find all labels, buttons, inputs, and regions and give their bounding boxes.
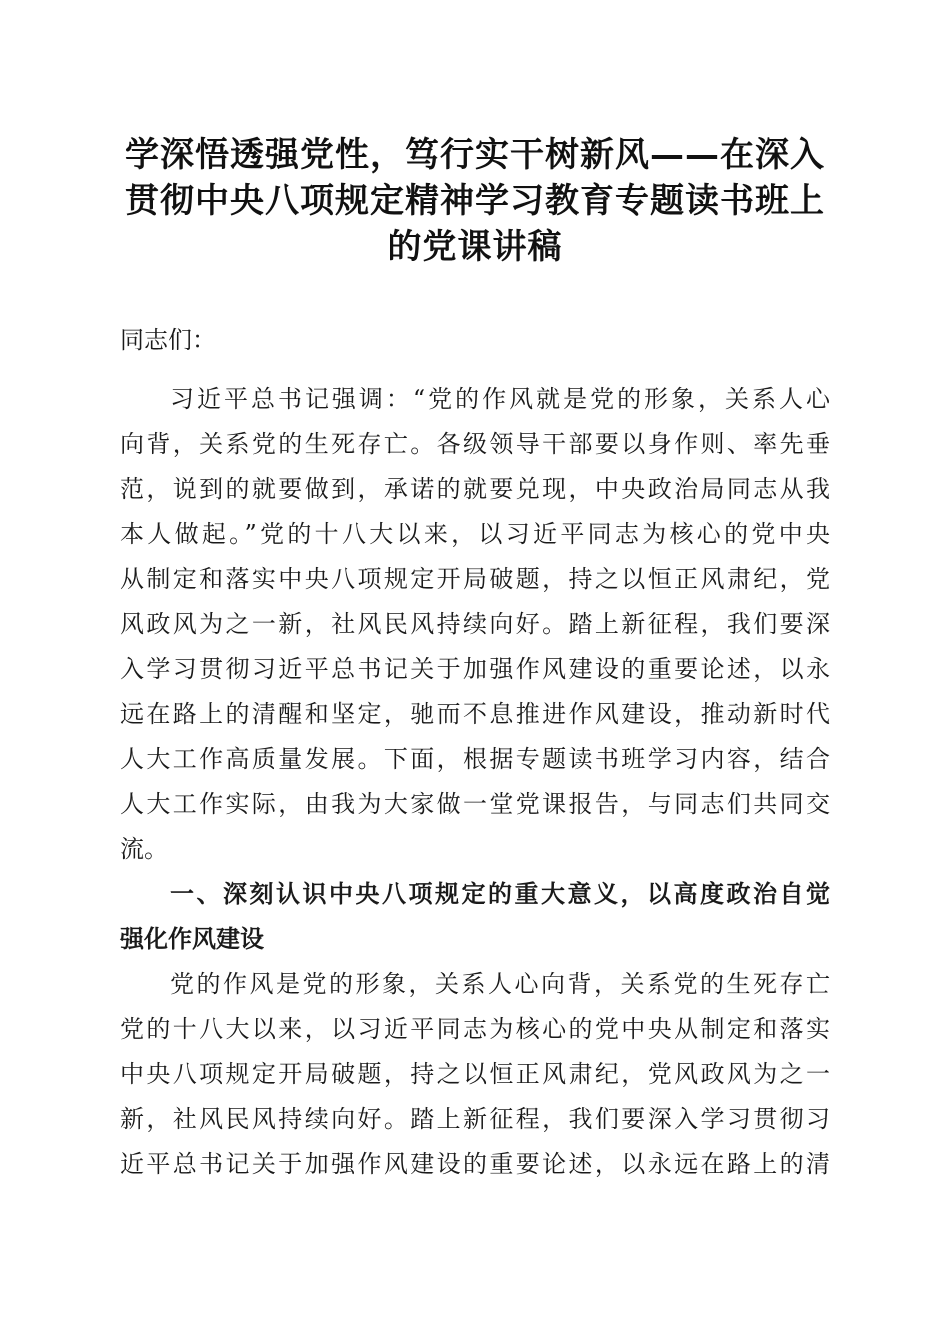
paragraph-line: 习近平总书记强调：“党的作风就是党的形象，关系人心 — [170, 385, 830, 413]
title-line: 的党课讲稿 — [387, 227, 563, 267]
paragraph-line: 党的十八大以来，以习近平同志为核心的党中央从制定和落实 — [120, 1015, 830, 1043]
document-body — [120, 318, 830, 1187]
paragraph-line: 人大工作实际，由我为大家做一堂党课报告，与同志们共同交 — [120, 790, 830, 818]
paragraph-line: 中央八项规定开局破题，持之以恒正风肃纪，党风政风为之一 — [120, 1060, 830, 1088]
paragraph-line: 范，说到的就要做到，承诺的就要兑现，中央政治局同志从我 — [120, 475, 830, 503]
paragraph-intro — [120, 377, 830, 872]
paragraph-line: 人大工作高质量发展。下面，根据专题读书班学习内容，结合 — [120, 745, 830, 773]
heading-line: 强化作风建设 — [120, 925, 264, 953]
paragraph-line: 新，社风民风持续向好。踏上新征程，我们要深入学习贯彻习 — [120, 1105, 830, 1133]
paragraph-line: 从制定和落实中央八项规定开局破题，持之以恒正风肃纪，党 — [120, 565, 830, 593]
paragraph-line: 流。 — [120, 835, 168, 863]
paragraph-line: 党的作风是党的形象，关系人心向背，关系党的生死存亡 — [170, 970, 830, 998]
paragraph-line: 向背，关系党的生死存亡。各级领导干部要以身作则、率先垂 — [120, 430, 830, 458]
spacer — [120, 363, 830, 377]
paragraph-line: 近平总书记关于加强作风建设的重要论述，以永远在路上的清 — [120, 1150, 830, 1178]
salutation: 同志们： — [120, 326, 216, 354]
section-heading-1 — [120, 872, 830, 962]
title-line: 学深悟透强党性，笃行实干树新风——在深入 — [125, 135, 825, 175]
paragraph-section-1 — [120, 962, 830, 1187]
paragraph-line: 本人做起。”党的十八大以来，以习近平同志为核心的党中央 — [120, 520, 830, 548]
paragraph-line: 入学习贯彻习近平总书记关于加强作风建设的重要论述，以永 — [120, 655, 830, 683]
paragraph-line: 风政风为之一新，社风民风持续向好。踏上新征程，我们要深 — [120, 610, 830, 638]
document-title — [110, 132, 840, 270]
heading-line: 一、深刻认识中央八项规定的重大意义，以高度政治自觉 — [170, 880, 830, 908]
paragraph-line: 远在路上的清醒和坚定，驰而不息推进作风建设，推动新时代 — [120, 700, 830, 728]
title-line: 贯彻中央八项规定精神学习教育专题读书班上 — [125, 181, 825, 221]
